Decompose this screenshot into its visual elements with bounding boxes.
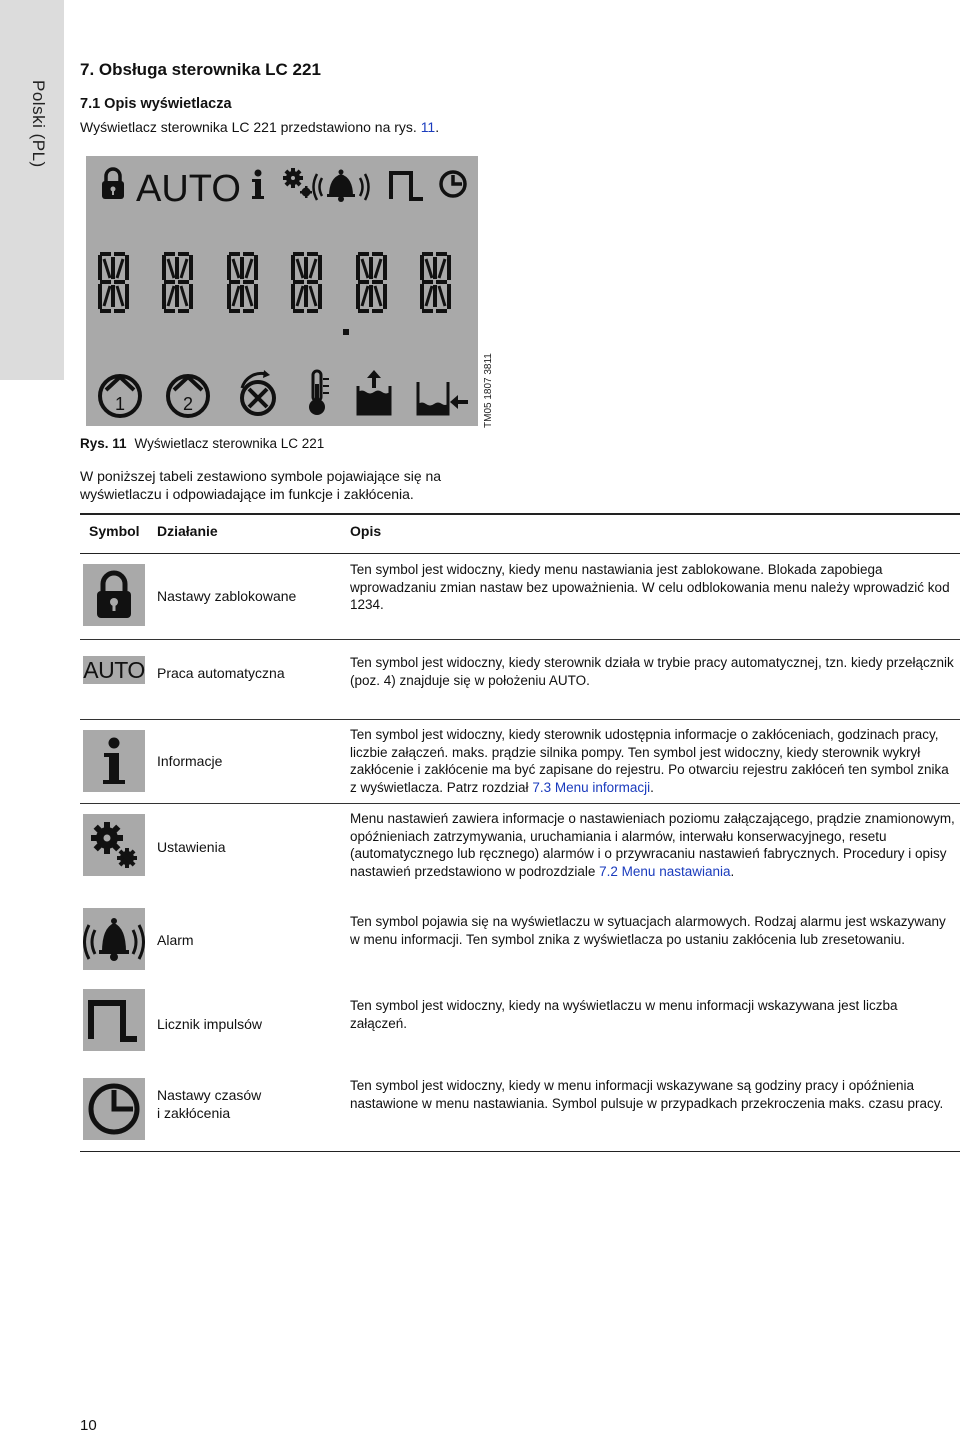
table-header [80,513,960,554]
row-description: Ten symbol pojawia się na wyświetlaczu w sytuacjach alarmowych. Rodzaj alarmu jest wskazywany w menu informacji. Ten symbol znika z wyświetlacza po ustaniu zakłócenia lub zresetowaniu. [350,914,946,947]
figure-caption [80,436,324,451]
intro-paragraph: Wyświetlacz sterownika LC 221 przedstawiono na rys. 11. [80,119,440,135]
lcd-pump-2-icon [168,376,208,416]
lcd-digit-2 [162,252,193,313]
lcd-digit-5 [356,252,387,313]
lcd-alarm-icon [314,170,369,203]
lcd-thermometer-icon [309,371,329,415]
figure-code: TM05 1807 3811 [483,353,494,428]
pulse-counter-icon [83,989,145,1051]
row-action: Nastawy zablokowane [157,588,297,604]
alarm-bell-icon [83,908,145,970]
row-description: Ten symbol jest widoczny, kiedy sterownik działa w trybie pracy automatycznej, tzn. kiedy przełącznik (poz. 4) znajduje się w położeniu AUTO. [350,655,954,688]
lcd-clock-icon [441,172,465,196]
settings-icon [83,814,145,876]
language-tab-label: Polski (PL) [29,80,48,168]
row-description: Ten symbol jest widoczny, kiedy w menu informacji wskazywane są godziny pracy i opóźnienia nastawione w menu nastawiania. Symbol pulsuje w przypadkach przekroczenia maks. czasu pracy. [350,1078,944,1111]
row-description: Ten symbol jest widoczny, kiedy sterownik udostępnia informacje o zakłóceniach, godzinach pracy, liczbie załączeń. maks. prądzie silnika pompy. Ten symbol jest widoczny, kiedy sterownik wykrył zakłócenie i zakłócenie ma być zapisane do rejestru. Po otwarciu rejestru zakłóceń ten symbol znika z wyświetlacza. Patrz rozdział 7.3 Menu informacji. [350,727,949,795]
auto-icon: AUTO [83,657,145,683]
table-row [80,720,960,804]
symbols-table [80,513,960,1121]
figure-caption-text: Wyświetlacz sterownika LC 221 [134,436,325,451]
lcd-lock-icon [102,169,124,199]
table-row [80,553,960,640]
chapter-link-info-menu[interactable]: 7.3 Menu informacji [532,779,651,795]
lcd-digit-4 [291,252,322,313]
table-intro-text: W poniższej tabeli zestawiono symbole pojawiające się na wyświetlaczu i odpowiadające im funkcje i zakłócenia. [80,468,442,502]
row-action: Alarm [157,932,194,948]
page-number: 10 [80,1417,97,1434]
chapter-link-settings-menu[interactable]: 7.2 Menu nastawiania [599,863,731,879]
lcd-display-graphic [86,156,478,426]
row-action: Licznik impulsów [157,1016,263,1032]
header-symbol: Symbol [89,523,140,539]
lcd-decimal-point [343,329,349,335]
lcd-low-level-icon [418,382,468,414]
lcd-pulse-icon [391,173,423,199]
row-action: Ustawienia [157,839,226,855]
lcd-digit-1 [98,252,129,313]
table-row [80,640,960,720]
header-description: Opis [350,523,382,539]
section-title: 7. Obsługa sterownika LC 221 [80,60,321,79]
lcd-pump-fault-icon [242,370,274,414]
lcd-digit-3 [227,252,258,313]
lcd-digit-6 [420,252,451,313]
table-row [80,981,960,1065]
lcd-high-level-icon [358,370,390,414]
lcd-pump-1-icon [100,376,140,416]
table-row [80,1065,960,1152]
clock-icon [83,1078,145,1140]
figure-link[interactable]: 11 [420,119,436,135]
table-row [80,897,960,981]
lcd-auto-label: AUTO [136,168,241,210]
lock-icon [83,564,145,626]
row-description: Ten symbol jest widoczny, kiedy menu nastawiania jest zablokowane. Blokada zapobiega wprowadzaniu zmian nastaw bez upoważnienia. W celu odblokowania menu należy wprowadzić kod 1234. [350,562,950,612]
row-description: Ten symbol jest widoczny, kiedy na wyświetlaczu w menu informacji wskazywana jest liczba załączeń. [350,998,898,1031]
lcd-pump-2-label: 2 [182,394,194,414]
row-description: Menu nastawień zawiera informacje o nastawieniach poziomu załączającego, prądzie znamionowym, opóźnieniach zatrzymywania, uruchamiania i alarmów, interwału konserwacyjnego, resetu (automatycznego lub ręcznego) alarmów i o przywracaniu nastawień fabrycznych. Procedury i opisy nastawień przedstawiono w podrozdziale 7.2 Menu nastawiania. [350,811,955,879]
lcd-display-figure [86,156,478,426]
header-action: Działanie [157,523,218,539]
subsection-title: 7.1 Opis wyświetlacza [80,96,232,112]
lcd-info-icon [252,170,264,200]
lcd-pump-1-label: 1 [114,394,126,414]
figure-caption-label: Rys. 11 [80,436,127,451]
table-row [80,804,960,897]
row-action: Nastawy czasów i zakłócenia [157,1087,262,1121]
row-action: Informacje [157,753,223,769]
language-side-tab [0,0,64,380]
row-action: Praca automatyczna [157,665,285,681]
info-icon [83,730,145,792]
lcd-settings-icon [283,168,312,198]
